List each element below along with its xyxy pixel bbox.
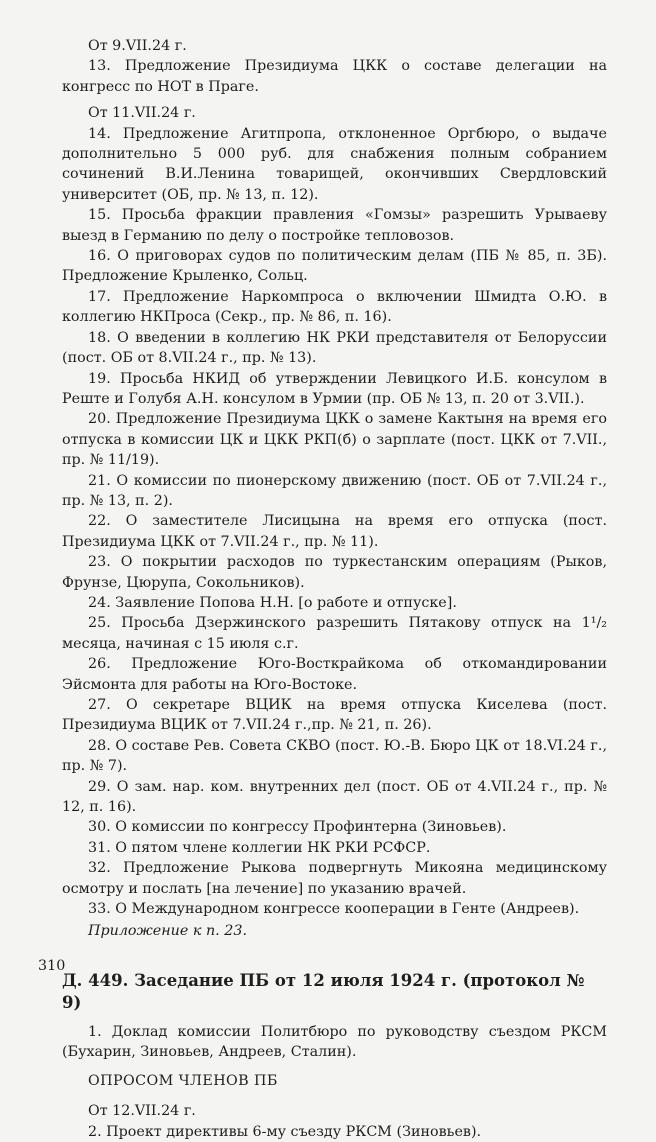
poll-heading: ОПРОСОМ ЧЛЕНОВ ПБ bbox=[88, 1072, 278, 1089]
agenda-item: 15. Просьба фракции правления «Гомзы» разрешить Урываеву выезд в Германию по делу о постройке тепловозов. bbox=[62, 207, 607, 244]
date-line: От 9.VII.24 г. bbox=[88, 38, 187, 54]
agenda-item: 32. Предложение Рыкова подвергнуть Микояна медицинскому осмотру и послать [на лечение] по указанию врачей. bbox=[62, 860, 607, 897]
agenda-item: 29. О зам. нар. ком. внутренних дел (пост. ОБ от 4.VII.24 г., пр. № 12, п. 16). bbox=[62, 778, 607, 816]
agenda-item: 20. Предложение Президиума ЦКК о замене Кактыня на время его отпуска в комиссии ЦК и ЦКК РКП(б) о зарплате (пост. ЦКК от 7.VII., пр. № 11/19). bbox=[62, 411, 607, 469]
date-line: От 11.VII.24 г. bbox=[88, 105, 196, 122]
agenda-item: 1. Доклад комиссии Политбюро по руководству съездом РКСМ (Бухарин, Зиновьев, Андреев, Сталин). bbox=[62, 1023, 607, 1061]
agenda-item: 17. Предложение Наркомпроса о включении Шмидта О.Ю. в коллегию НКПроса (Секр., пр. № 86, п. 16). bbox=[62, 288, 607, 326]
page-number: 310 bbox=[38, 958, 66, 974]
agenda-item: 26. Предложение Юго-Восткрайкома об откомандировании Эйсмонта для работы на Юго-Востоке. bbox=[62, 656, 607, 693]
agenda-item: 33. О Международном конгрессе кооперации в Генте (Андреев). bbox=[88, 901, 580, 918]
agenda-item: 23. О покрытии расходов по туркестанским операциям (Рыков, Фрунзе, Цюрупа, Сокольников). bbox=[62, 554, 607, 591]
agenda-item: 28. О составе Рев. Совета СКВО (пост. Ю.-В. Бюро ЦК от 18.VI.24 г., пр. № 7). bbox=[62, 737, 607, 775]
agenda-item: 13. Предложение Президиума ЦКК о составе делегации на конгресс по НОТ в Праге. bbox=[62, 58, 607, 95]
agenda-item: 24. Заявление Попова Н.Н. [о работе и отпуске]. bbox=[88, 594, 457, 611]
agenda-item: 25. Просьба Дзержинского разрешить Пятакову отпуск на 1¹/₂ месяца, начиная с 15 июля с.г. bbox=[62, 615, 607, 652]
agenda-item: 21. О комиссии по пионерскому движению (пост. ОБ от 7.VII.24 г., пр. № 13, п. 2). bbox=[62, 472, 607, 509]
agenda-item: 31. О пятом члене коллегии НК РКИ РСФСР. bbox=[88, 839, 431, 856]
document-page bbox=[62, 36, 607, 1142]
agenda-item: 14. Предложение Агитпропа, отклоненное Оргбюро, о выдаче дополнительно 5 000 руб. для снабжения полным собранием сочинений В.И.Ленина товарищей, окончивших Свердловский университет (ОБ, пр. № 13, п. 12). bbox=[62, 125, 607, 203]
appendix-note: Приложение к п. 23. bbox=[88, 923, 247, 940]
agenda-item: 19. Просьба НКИД об утверждении Левицкого И.Б. консулом в Реште и Голубя А.Н. консулом в Урмии (пр. ОБ № 13, п. 20 от 3.VII.). bbox=[62, 370, 607, 407]
agenda-item: 18. О введении в коллегию НК РКИ представителя от Белоруссии (пост. ОБ от 8.VII.24 г., пр. № 13). bbox=[62, 329, 607, 367]
date-line: От 12.VII.24 г. bbox=[88, 1103, 196, 1120]
agenda-item: 27. О секретаре ВЦИК на время отпуска Киселева (пост. Президиума ВЦИК от 7.VII.24 г.,пр. № 21, п. 26). bbox=[62, 697, 607, 734]
agenda-item: 22. О заместителе Лисицына на время его отпуска (пост. Президиума ЦКК от 7.VII.24 г., пр. № 11). bbox=[62, 513, 607, 550]
document-heading: Д. 449. Заседание ПБ от 12 июля 1924 г. (протокол № 9) bbox=[62, 970, 585, 1012]
agenda-item: 30. О комиссии по конгрессу Профинтерна (Зиновьев). bbox=[88, 819, 507, 836]
agenda-item: 16. О приговорах судов по политическим делам (ПБ № 85, п. 3Б). Предложение Крыленко, Сольц. bbox=[62, 248, 607, 285]
agenda-item: 2. Проект директивы 6-му съезду РКСМ (Зиновьев). bbox=[88, 1123, 482, 1140]
